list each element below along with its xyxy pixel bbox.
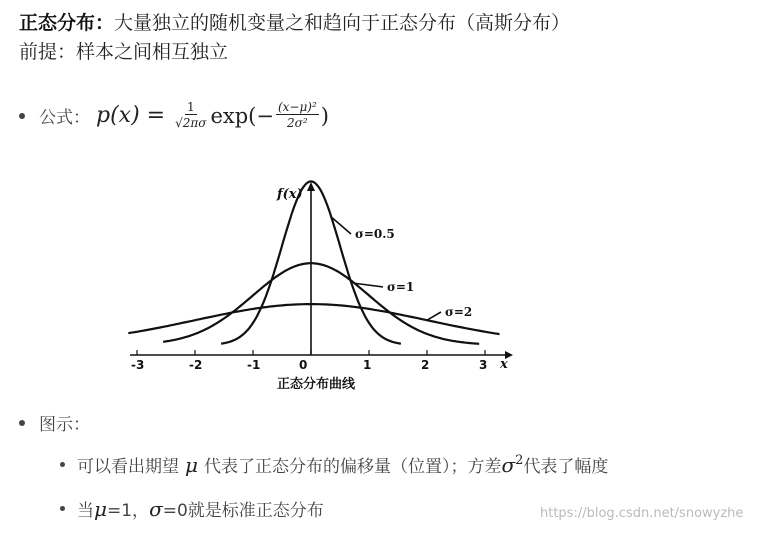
formula-lhs: p(x) =	[96, 103, 166, 128]
item1-mu: μ	[185, 452, 198, 477]
x-tick-label: 1	[363, 358, 372, 372]
inner-numerator: (x−μ)²	[277, 100, 317, 114]
x-tick-label: -2	[189, 358, 203, 372]
item1-post: 代表了幅度	[523, 457, 609, 477]
bullet-dot	[19, 113, 25, 119]
x-tick-label: 3	[479, 358, 488, 372]
curve-sigma-2	[128, 304, 499, 334]
formula-label: 公式：	[39, 108, 90, 128]
y-axis-label: f(x)	[277, 187, 303, 202]
curve-group	[128, 181, 499, 343]
item2-mu: μ	[94, 496, 107, 521]
premise-line: 前提：样本之间相互独立	[19, 41, 229, 63]
fraction-numerator: 1	[186, 100, 195, 114]
title-line	[19, 8, 570, 35]
curve-label: σ=1	[387, 280, 415, 294]
item1-sigma: σ	[501, 452, 516, 477]
tick-group	[131, 350, 487, 372]
curve-leader-line	[427, 312, 441, 320]
title-bold: 正态分布：	[19, 12, 115, 34]
title-text: 大量独立的随机变量之和趋向于正态分布（高斯分布）	[114, 12, 571, 34]
item2-mid: =1，	[107, 501, 150, 521]
curve-label: σ=0.5	[355, 227, 395, 241]
x-tick-label: 2	[421, 358, 430, 372]
item2-pre: 当	[77, 501, 94, 521]
bullet-dot	[60, 506, 65, 511]
curve-label: σ=2	[445, 305, 473, 319]
curve-label-group	[331, 217, 472, 320]
sub-bullet-1	[60, 452, 608, 477]
item1-sup: 2	[515, 453, 524, 468]
watermark: https://blog.csdn.net/snowyzhe	[540, 506, 744, 521]
bullet-dot	[19, 420, 25, 426]
x-tick-label: -3	[131, 358, 145, 372]
x-axis-label: x	[500, 357, 508, 372]
fraction-denominator: √2πσ	[175, 116, 207, 130]
formula-bullet	[19, 100, 329, 131]
x-tick-label: 0	[299, 358, 308, 372]
formula-fraction	[173, 100, 208, 131]
item1-pre: 可以看出期望	[77, 457, 179, 477]
formula-exp: exp(−	[210, 103, 274, 128]
diagram-bullet	[19, 410, 90, 435]
item2-post: =0就是标准正态分布	[162, 501, 324, 521]
inner-denominator: 2σ²	[287, 116, 308, 130]
diagram-label: 图示：	[39, 415, 90, 435]
normal-distribution-figure	[125, 178, 525, 400]
sub-bullet-2	[60, 496, 324, 521]
bullet-dot	[60, 462, 65, 467]
x-tick-label: -1	[247, 358, 261, 372]
figure-caption: 正态分布曲线	[277, 377, 356, 392]
formula-inner-fraction	[276, 100, 319, 131]
item1-mid: 代表了正态分布的偏移量（位置）；方差	[204, 457, 502, 477]
item2-sigma: σ	[149, 496, 163, 521]
formula-close: )	[320, 103, 329, 128]
